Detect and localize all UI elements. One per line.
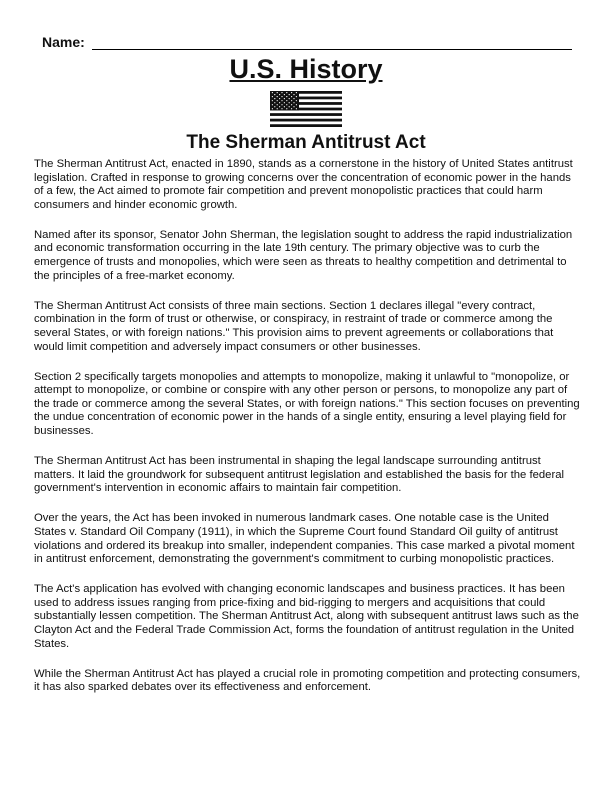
document-heading: The Sherman Antitrust Act (186, 132, 426, 153)
paragraph: Section 2 specifically targets monopolies and attempts to monopolize, making it unlawful to "monopolize, or attempt to monopolize, or combine or conspire with any other person or persons, to monopolize any part of the trade or commerce among the several States, or with foreign nations." This section focuses on preventing the undue concentration of economic power in the hands of a single entity, ensuring a level playing field for businesses. (34, 370, 580, 437)
paragraph: Over the years, the Act has been invoked in numerous landmark cases. One notable case is the United States v. Standard Oil Company (1911), in which the Supreme Court found Standard Oil guilty of antitrust violations and ordered its breakup into smaller, independent companies. This case marked a pivotal moment in antitrust enforcement, demonstrating the government's commitment to curbing monopolistic practices. (34, 512, 575, 566)
us-flag-icon (270, 91, 342, 127)
paragraph: The Act's application has evolved with changing economic landscapes and business practices. It has been used to address issues ranging from price-fixing and bid-rigging to mergers and acquisitions that could substantially lessen competition. The Sherman Antitrust Act, along with subsequent antitrust laws such as the Clayton Act and the Federal Trade Commission Act, forms the foundation of antitrust regulation in the United States. (34, 583, 579, 650)
paragraph: While the Sherman Antitrust Act has played a crucial role in promoting competition and protecting consumers, it has also sparked debates over its effectiveness and enforcement. (34, 667, 581, 694)
paragraph: Named after its sponsor, Senator John Sherman, the legislation sought to address the rapid industrialization and economic transformation occurring in the late 19th century. The primary objective was to curb the emergence of trusts and monopolies, which were seen as threats to healthy competition and detrimental to the principles of a free-market economy. (34, 228, 573, 282)
name-row (42, 34, 572, 52)
paragraph: The Sherman Antitrust Act has been instrumental in shaping the legal landscape surrounding antitrust matters. It laid the groundwork for subsequent antitrust legislation and established the basis for the federal government's intervention in economic affairs to maintain fair competition. (34, 455, 565, 495)
page-title: U.S. History (229, 54, 383, 84)
article-body (34, 158, 582, 711)
name-input-line[interactable] (92, 49, 572, 50)
paragraph: The Sherman Antitrust Act, enacted in 1890, stands as a cornerstone in the history of United States antitrust legislation. Crafted in response to growing concerns over the concentration of economic power in the hands of a few, the Act aimed to promote fair competition and prevent monopolistic practices that could harm consumers and hinder economic growth. (34, 158, 573, 211)
name-label: Name: (42, 34, 85, 50)
paragraph: The Sherman Antitrust Act consists of three main sections. Section 1 declares illegal "every contract, combination in the form of trust or otherwise, or conspiracy, in restraint of trade or commerce among the several States, or with foreign nations." This provision aims to prevent agreements or collaborations that would limit competition and adversely impact consumers or other businesses. (34, 299, 554, 353)
